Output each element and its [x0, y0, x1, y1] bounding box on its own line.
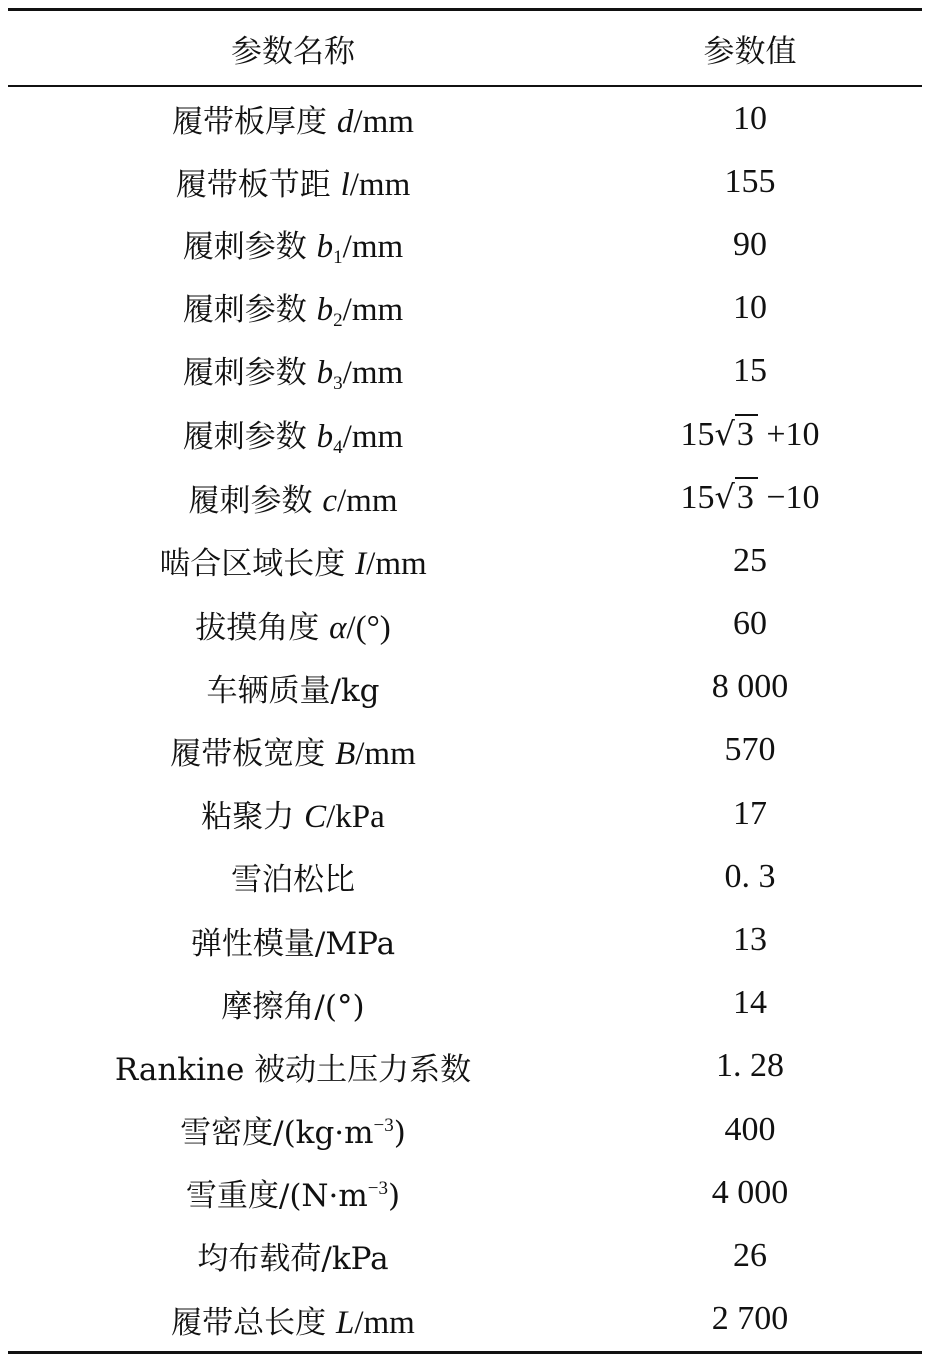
table-row	[8, 1224, 922, 1287]
param-name: 履带板宽度 B/mm	[170, 735, 416, 772]
sqrt-symbol: √3	[714, 415, 757, 454]
param-value: 10	[733, 289, 767, 327]
param-value: 15√3 +10	[680, 415, 820, 454]
table-row	[8, 466, 922, 529]
param-value: 0. 3	[724, 857, 776, 895]
param-name: 摩擦角/(°)	[221, 988, 365, 1025]
param-value: 2 700	[711, 1300, 789, 1338]
param-name: 雪泊松比	[231, 862, 355, 899]
table-row	[8, 1035, 922, 1098]
sqrt-symbol: √3	[714, 478, 757, 517]
param-value: 15	[733, 352, 767, 390]
table-row	[8, 908, 922, 971]
param-name: 履刺参数 $b_3/mm$	[182, 355, 404, 395]
param-name: 履刺参数 $b_4/mm$	[182, 418, 404, 458]
param-value: 60	[733, 605, 767, 643]
table-row	[8, 845, 922, 908]
table-row	[8, 1288, 922, 1351]
table-row	[8, 340, 922, 403]
param-name: 履带板厚度 d/mm	[172, 104, 414, 141]
param-value: 13	[733, 921, 767, 959]
table-row	[8, 782, 922, 845]
param-name: 履带总长度 L/mm	[171, 1304, 415, 1341]
param-name: 粘聚力 C/kPa	[201, 799, 385, 836]
param-value: 155	[724, 162, 776, 200]
parameter-table	[8, 8, 922, 1354]
param-value: 1. 28	[716, 1047, 784, 1085]
table-header	[8, 11, 922, 87]
table-row	[8, 1098, 922, 1161]
table-row	[8, 972, 922, 1035]
param-name: 弹性模量/MPa	[190, 925, 396, 962]
table-row	[8, 529, 922, 592]
param-name: 拔摸角度 α/(°)	[195, 609, 391, 646]
param-value: 10	[733, 99, 767, 137]
param-value: 570	[724, 731, 776, 769]
param-name: 雪密度$/(kg\cdot m^{-3})$	[180, 1115, 406, 1152]
header-name: 参数名称	[231, 33, 355, 70]
param-name: 啮合区域长度 I/mm	[159, 546, 427, 583]
param-name: 履刺参数 c/mm	[188, 483, 398, 520]
table-row	[8, 403, 922, 466]
param-name: 雪重度$/(N\cdot m^{-3})$	[185, 1178, 401, 1215]
param-name: 履刺参数 $b_2/mm$	[182, 292, 404, 332]
param-name: 履刺参数 $b_1/mm$	[182, 228, 404, 268]
param-name: 履带板节距 l/mm	[175, 167, 411, 204]
param-value: 25	[733, 541, 767, 579]
table-row	[8, 1161, 922, 1224]
table-row	[8, 150, 922, 213]
param-value: 8 000	[711, 668, 789, 706]
param-name: 车辆质量/kg	[206, 672, 380, 709]
param-value: 26	[733, 1236, 767, 1274]
table-row	[8, 213, 922, 276]
param-value: 15√3 −10	[680, 478, 820, 517]
param-name: Rankine 被动土压力系数	[114, 1051, 472, 1088]
table-row	[8, 277, 922, 340]
param-value: 400	[724, 1110, 776, 1148]
table-row	[8, 87, 922, 150]
param-value: 90	[733, 225, 767, 263]
param-name: 均布载荷/kPa	[197, 1241, 389, 1278]
table-row	[8, 719, 922, 782]
table-row	[8, 593, 922, 656]
param-value: 14	[733, 984, 767, 1022]
param-value: 4 000	[711, 1173, 789, 1211]
table-row	[8, 656, 922, 719]
header-value: 参数值	[703, 33, 797, 70]
param-value: 17	[733, 794, 767, 832]
